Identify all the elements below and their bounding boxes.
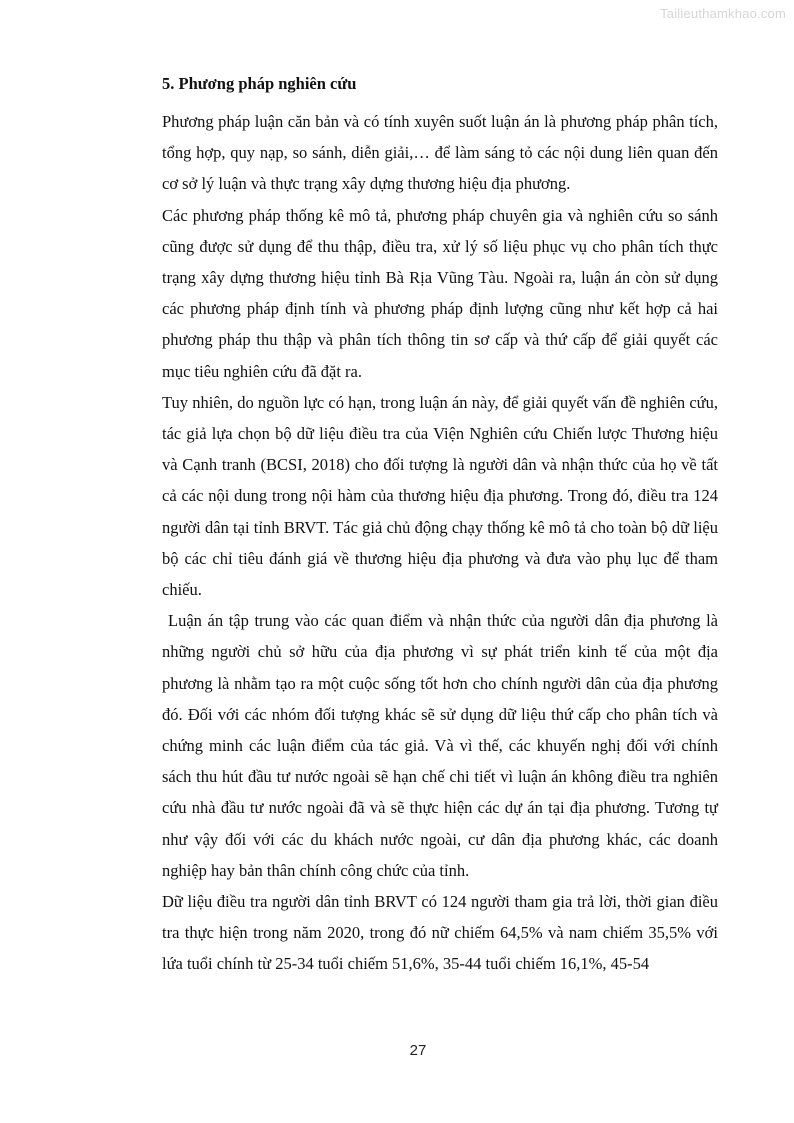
section-heading: 5. Phương pháp nghiên cứu <box>162 74 357 93</box>
paragraph-2: Các phương pháp thống kê mô tả, phương pháp chuyên gia và nghiên cứu so sánh cũng được sử dụng để thu thập, điều tra, xử lý số liệu phục vụ cho phân tích thực trạng xây dựng thương hiệu tỉnh Bà Rịa Vũng Tàu. Ngoài ra, luận án còn sử dụng các phương pháp định tính và phương pháp định lượng cũng như kết hợp cả hai phương pháp thu thập và phân tích thông tin sơ cấp và thứ cấp để giải quyết các mục tiêu nghiên cứu đã đặt ra. <box>162 205 718 381</box>
paragraph-1: Phương pháp luận căn bản và có tính xuyên suốt luận án là phương pháp phân tích, tổng hợp, quy nạp, so sánh, diễn giải,… để làm sáng tỏ các nội dung liên quan đến cơ sở lý luận và thực trạng xây dựng thương hiệu địa phương. <box>162 112 718 194</box>
watermark: Tailieuthamkhao.com <box>660 6 786 21</box>
paragraph-4: Luận án tập trung vào các quan điểm và nhận thức của người dân địa phương là những người chủ sở hữu của địa phương vì sự phát triển kinh tế của một địa phương là nhằm tạo ra một cuộc sống tốt hơn cho chính người dân của địa phương đó. Đối với các nhóm đối tượng khác sẽ sử dụng dữ liệu thứ cấp cho phân tích và chứng minh các luận điểm của tác giả. Và vì thế, các khuyến nghị đối với chính sách thu hút đầu tư nước ngoài sẽ hạn chế chi tiết vì luận án không điều tra nghiên cứu nhà đầu tư nước ngoài đã và sẽ thực hiện các dự án tại địa phương. Tương tự như vậy đối với các du khách nước ngoài, cư dân địa phương khác, các doanh nghiệp hay bản thân chính công chức của tỉnh. <box>162 611 718 880</box>
document-body <box>162 74 718 980</box>
page-number: 27 <box>409 1042 427 1059</box>
paragraph-5: Dữ liệu điều tra người dân tỉnh BRVT có 124 người tham gia trả lời, thời gian điều tra thực hiện trong năm 2020, trong đó nữ chiếm 64,5% và nam chiếm 35,5% với lứa tuổi chính từ 25-34 tuổi chiếm 51,6%, 35-44 tuổi chiếm 16,1%, 45-54 <box>162 892 718 974</box>
paragraph-3: Tuy nhiên, do nguồn lực có hạn, trong luận án này, để giải quyết vấn đề nghiên cứu, tác giả lựa chọn bộ dữ liệu điều tra của Viện Nghiên cứu Chiến lược Thương hiệu và Cạnh tranh (BCSI, 2018) cho đối tượng là người dân và nhận thức của họ về tất cả các nội dung trong nội hàm của thương hiệu địa phương. Trong đó, điều tra 124 người dân tại tỉnh BRVT. Tác giả chủ động chạy thống kê mô tả cho toàn bộ dữ liệu bộ các chỉ tiêu đánh giá về thương hiệu địa phương và đưa vào phụ lục để tham chiếu. <box>162 392 718 600</box>
